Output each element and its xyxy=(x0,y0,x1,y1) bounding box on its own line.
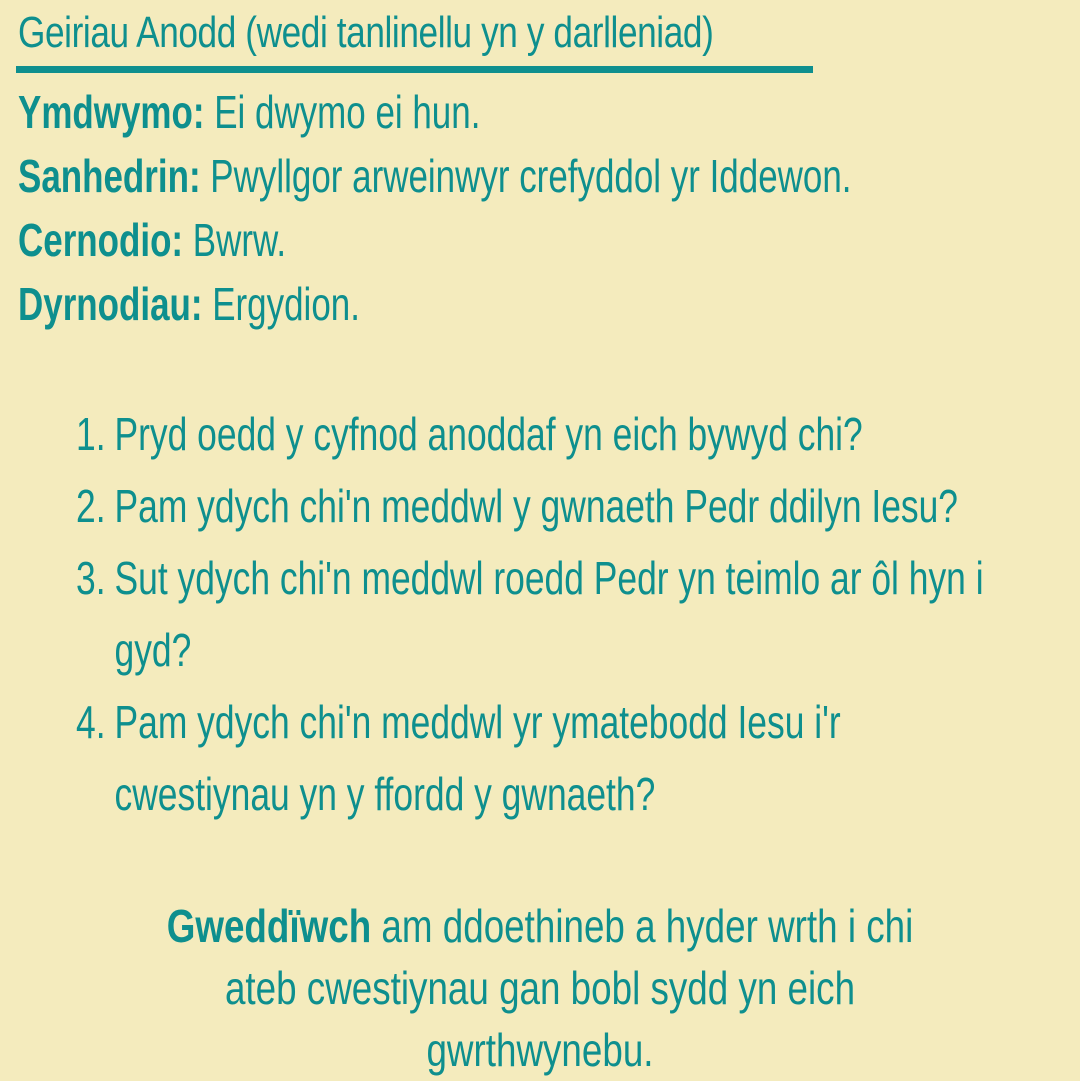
glossary-item xyxy=(18,208,851,272)
question-item xyxy=(76,398,985,470)
heading-underline xyxy=(16,66,813,73)
page-heading: Geiriau Anodd (wedi tanlinellu yn y darlleniad) xyxy=(18,8,714,57)
question-number: 3. xyxy=(76,552,106,604)
glossary-definition: Ergydion. xyxy=(212,278,360,330)
glossary-definition: Bwrw. xyxy=(192,214,287,266)
question-list xyxy=(76,398,1080,830)
glossary xyxy=(18,80,1080,336)
question-item xyxy=(76,686,985,830)
question-item xyxy=(76,470,985,542)
glossary-definition: Pwyllgor arweinwyr crefyddol yr Iddewon. xyxy=(210,150,852,202)
glossary-term: Cernodio: xyxy=(18,214,184,266)
prayer-lead: Gweddïwch xyxy=(166,900,372,952)
question-number: 2. xyxy=(76,480,106,532)
glossary-term: Ymdwymo: xyxy=(18,86,205,138)
glossary-item xyxy=(18,272,851,336)
glossary-item xyxy=(18,80,851,144)
question-number: 1. xyxy=(76,408,106,460)
glossary-definition: Ei dwymo ei hun. xyxy=(214,86,481,138)
question-text: Pam ydych chi'n meddwl yr ymatebodd Iesu i'r cwestiynau yn y ffordd y gwnaeth? xyxy=(114,696,841,820)
question-item xyxy=(76,542,985,686)
question-number: 4. xyxy=(76,696,106,748)
question-text: Pam ydych chi'n meddwl y gwnaeth Pedr ddilyn Iesu? xyxy=(114,480,959,532)
prayer-text: am ddoethineb a hyder wrth i chi ateb cwestiynau gan bobl sydd yn eich gwrthwynebu. xyxy=(224,900,914,1076)
question-text: Sut ydych chi'n meddwl roedd Pedr yn teimlo ar ôl hyn i gyd? xyxy=(114,552,984,676)
prayer-prompt xyxy=(140,895,940,1081)
glossary-term: Dyrnodiau: xyxy=(18,278,203,330)
question-text: Pryd oedd y cyfnod anoddaf yn eich bywyd chi? xyxy=(114,408,863,460)
glossary-term: Sanhedrin: xyxy=(18,150,201,202)
glossary-item xyxy=(18,144,851,208)
